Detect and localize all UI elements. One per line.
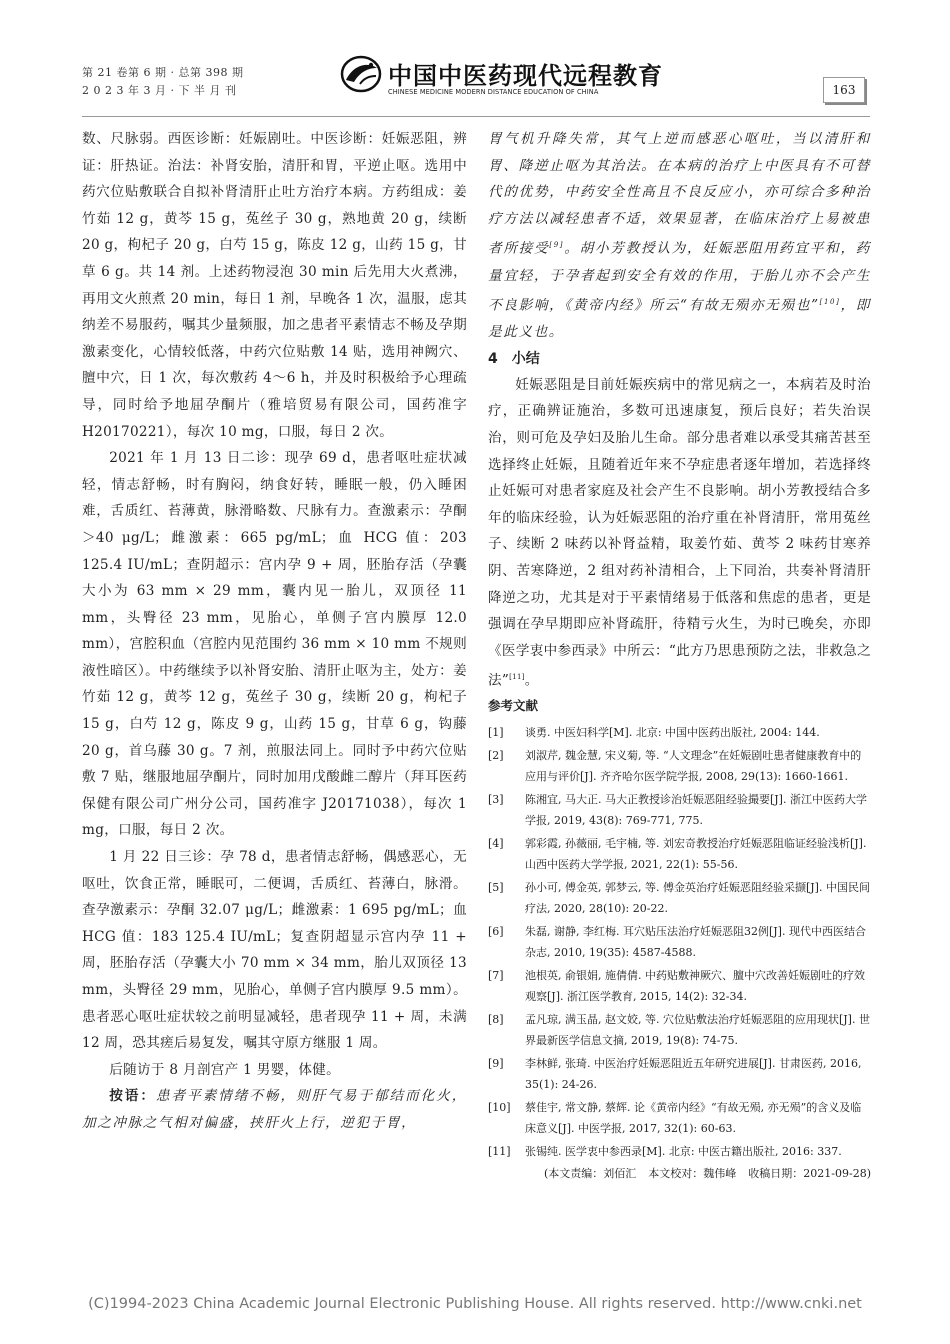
section-number: 4 — [488, 350, 498, 367]
reference-item: [8] 孟凡琼, 满玉晶, 赵文姣, 等. 穴位贴敷法治疗妊娠恶阻的应用现状[J]. 世界最新医学信息文摘, 2019, 19(8): 74-75. — [488, 1013, 870, 1048]
reference-item: [4] 郭彩霞, 孙薇丽, 毛宇楠, 等. 刘宏奇教授治疗妊娠恶阻临证经验浅析[J]. 山西中医药大学学报, 2021, 22(1): 55-56. — [488, 837, 867, 872]
case-paragraph-1: 数、尺脉弱。西医诊断：妊娠剧吐。中医诊断：妊娠恶阻，辨证：肝热证。治法：补肾安胎，清肝和胃，平逆止呕。选用中药穴位贴敷联合自拟补肾清肝止吐方治疗本病。方药组成：姜竹茹 12 g，黄芩 15 g，菟丝子 30 g，熟地黄 20 g，续断 20 g，枸杞子 20 g，白芍 15 g，陈皮 12 g，山药 15 g，甘草 6 g。共 14 剂。上述药物浸泡 30 min 后先用大火煮沸，再用文火煎煮 20 min，每日 1 剂，早晚各 1 次，温服，虑其纳差不易服药，嘱其少量频服，加之患者平素情志不畅及孕期激素变化，心情较低落，中药穴位贴敷 14 贴，选用神阙穴、膻中穴，日 1 次，每次敷药 4～6 h，并及时积极给予心理疏导，同时给予地屈孕酮片（雅培贸易有限公司，国药准字 H20170221），每次 10 mg，口服，每日 2 次。 — [82, 131, 467, 440]
reference-item: [10] 蔡佳宇, 常文静, 蔡辉. 论《黄帝内经》“有故无殒, 亦无殒”的含义及临床意义[J]. 中医学报, 2017, 32(1): 60-63. — [488, 1101, 862, 1136]
citation-11[interactable]: [11] — [509, 673, 525, 682]
second-visit-paragraph: 2021 年 1 月 13 日二诊：现孕 69 d，患者呕吐症状减轻，情志舒畅，时有胸闷，纳食好转，睡眠一般，仍入睡困难，舌质红、苔薄黄，脉滑略数、尺脉有力。查激素示：孕酮＞40 μg/L；雌激素：665 pg/mL；血 HCG 值：203 125.4 IU/mL；查阴超示：宫内孕 9 + 周，胚胎存活（孕囊大小为 63 mm × 29 mm，囊内见一胎儿，双顶径 11 mm，头臀径 23 mm，见胎心，单侧子宫内膜厚 12.0 mm），宫腔积血（宫腔内见范围约 36 mm × 10 mm 不规则液性暗区）。中药继续予以补肾安胎、清肝止呕为主，处方：姜竹茹 12 g，黄芩 12 g，菟丝子 30 g，续断 20 g，枸杞子 15 g，白芍 12 g，陈皮 9 g，山药 15 g，甘草 6 g，钩藤 20 g，首乌藤 30 g。7 剂，煎服法同上。同时予中药穴位贴敷 7 贴，继服地屈孕酮片，同时加用戊酸雌二醇片（拜耳医药保健有限公司广州分公司，国药准字 J20171038），每次 1 mg，口服，每日 2 次。 — [82, 450, 467, 839]
reference-item: [11] 张锡纯. 医学衷中参西录[M]. 北京: 中医古籍出版社, 2016: 337. — [488, 1145, 842, 1159]
references-list — [488, 722, 871, 1162]
citation-10[interactable]: [10] — [819, 298, 841, 307]
commentary-text: 患者平素情绪不畅，则肝气易于郁结而化火，加之冲脉之气相对偏盛，挟肝火上行，逆犯于胃， — [82, 1088, 468, 1131]
commentary-label: 按语： — [109, 1088, 156, 1105]
issue-info — [82, 64, 243, 100]
proofreader: 本文校对：魏伟峰 — [648, 1167, 737, 1181]
reference-item: [7] 池根英, 俞银娟, 施倩倩. 中药贴敷神厥穴、膻中穴改善妊娠剧吐的疗效观察[J]. 浙江医学教育, 2015, 14(2): 32-34. — [488, 969, 865, 1004]
reference-item: [6] 朱磊, 谢静, 李红梅. 耳穴贴压法治疗妊娠恶阻32例[J]. 现代中西医结合杂志, 2010, 19(35): 4587-4588. — [488, 925, 866, 960]
commentary-continued: 胃气机升降失常，其气上逆而感恶心呕吐，当以清肝和胃、降逆止呕为其治法。在本病的治疗上中医具有不可替代的优势，中药安全性高且不良反应小，亦可综合多种治疗方法以减轻患者不适，效果显著，在临床治疗上易被患者所接受[9]。胡小芳教授认为，妊娠恶阻用药宜平和，药量宜轻，于孕者起到安全有效的作用，于胎儿亦不会产生不良影响，《黄帝内经》所云“有故无殒亦无殒也”[10]，即是此义也。 — [488, 131, 872, 341]
editor: (本文责编：刘佰汇 — [543, 1167, 637, 1181]
third-visit-paragraph: 1 月 22 日三诊：孕 78 d，患者情志舒畅，偶感恶心，无呕吐，饮食正常，睡眠可，二便调，舌质红、苔薄白，脉滑。查孕激素示：孕酮 32.07 μg/L；雌激素：1 695 pg/mL；血 HCG 值：183 125.4 IU/mL；复查阴超显示宫内孕 11 + 周，胚胎存活（孕囊大小 70 mm × 34 mm，胎儿双顶径 13 mm，头臀径 29 mm，见胎心，单侧子宫内膜厚 9.5 mm）。患者恶心呕吐症状较之前明显减轻，患者现孕 11 + 周，未满 12 周，恐其瘥后易复发，嘱其守原方继服 1 周。 — [82, 849, 467, 1052]
journal-title: 中国中医药现代远程教育 — [388, 62, 663, 90]
right-column — [488, 126, 871, 1184]
reference-item: [1] 谈勇. 中医妇科学[M]. 北京: 中国中医药出版社, 2004: 144. — [488, 726, 820, 740]
reference-item: [5] 孙小可, 傅金英, 郭梦云, 等. 傅金英治疗妊娠恶阻经验采撷[J]. 中国民间疗法, 2020, 28(10): 20-22. — [488, 881, 870, 916]
follow-up-paragraph: 后随访于 8 月剖宫产 1 男婴，体健。 — [109, 1061, 341, 1078]
reference-item: [3] 陈湘宜, 马大正. 马大正教授诊治妊娠恶阻经验撮要[J]. 浙江中医药大学学报, 2019, 43(8): 769-771, 775. — [488, 793, 867, 828]
journal-subtitle: CHINESE MEDICINE MODERN DISTANCE EDUCATION OF CHINA — [388, 88, 599, 96]
date-line: 2 0 2 3 年 3 月 · 下 半 月 刊 — [82, 84, 237, 97]
reference-item: [2] 刘淑芹, 魏金慧, 宋义菊, 等. “人文理念”在妊娠剧吐患者健康教育中的应用与评价[J]. 齐齐哈尔医学院学报, 2008, 29(13): 1660-1661. — [488, 749, 862, 784]
editor-credits — [488, 1164, 871, 1184]
section-title: 小结 — [511, 350, 540, 367]
volume-line: 第 21 卷第 6 期 · 总第 398 期 — [82, 66, 244, 79]
left-column — [82, 126, 467, 1137]
section-heading — [488, 346, 871, 372]
page-number: 163 — [823, 77, 865, 103]
header-divider — [82, 116, 870, 117]
copyright-footer: (C)1994-2023 China Academic Journal Electronic Publishing House. All rights reserved. http://www.cnki.net — [88, 1296, 862, 1312]
crane-logo-icon — [340, 54, 382, 94]
commentary-paragraph — [82, 1083, 467, 1136]
citation-9[interactable]: [9] — [549, 241, 565, 250]
references-heading: 参考文献 — [488, 698, 539, 714]
reference-item: [9] 李林鲜, 张琦. 中医治疗妊娠恶阻近五年研究进展[J]. 甘肃医药, 2016, 35(1): 24-26. — [488, 1057, 862, 1092]
received-date: 收稿日期：2021-09-28) — [748, 1167, 871, 1181]
journal-logo — [340, 52, 663, 110]
summary-paragraph: 妊娠恶阻是目前妊娠疾病中的常见病之一，本病若及时治疗，正确辨证施治，多数可迅速康复，预后良好；若失治误治，则可危及孕妇及胎儿生命。部分患者难以承受其痛苦甚至选择终止妊娠，且随着近年来不孕症患者逐年增加，若选择终止妊娠可对患者家庭及社会产生不良影响。胡小芳教授结合多年的临床经验，认为妊娠恶阻的治疗重在补肾清肝，常用菟丝子、续断 2 味药以补肾益精，取姜竹茹、黄芩 2 味药甘寒养阴、苦寒降逆，2 组对药补清相合，上下同治，共奏补肾清肝降逆之功，尤其是对于平素情绪易于低落和焦虑的患者，更是强调在孕早期即应补肾疏肝，待精亏火生，为时已晚矣，亦即《医学衷中参西录》中所云：“此方乃思患预防之法，非救急之法”[11]。 — [488, 376, 871, 689]
